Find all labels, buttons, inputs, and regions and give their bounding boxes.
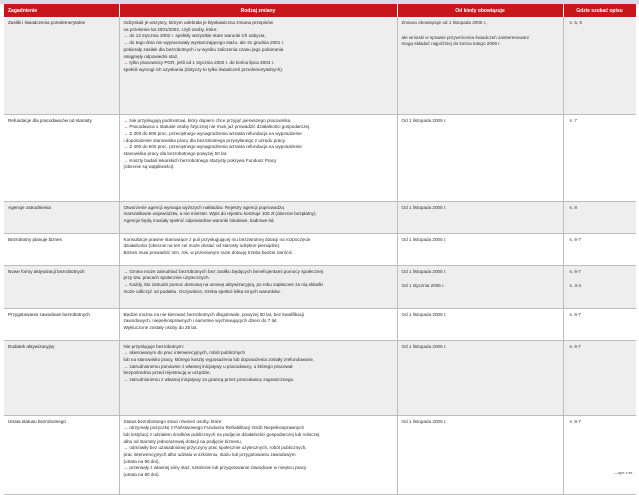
row-effective-date: [397, 415, 563, 494]
change-line: → Pracodawca o statusie osoby fizycznej nie musi już prowadzić działalności gospodarczej.: [124, 124, 393, 131]
effective-date-line: Zmiana obowiązuje od 1 listopada 2005 r.,: [401, 20, 488, 25]
changes-table: [4, 4, 637, 495]
table-row: [4, 415, 636, 494]
row-section: Bezrobotny planuje biznes: [4, 233, 119, 265]
row-change: [119, 308, 397, 340]
change-line: lub na stanowisko pracy, którego koszty wyposażenia lub doposażenia zostały zrefundowane,: [123, 356, 314, 362]
change-line: Status bezrobotnego straci również osoby, które:: [123, 418, 223, 424]
change-line: działalności (obecnie na ten cel może dostać od starosty odrębne pieniądze).: [123, 243, 281, 249]
effective-date-line: Od 1 listopada 2005 r.: [401, 311, 447, 317]
header-effective-date: Od kiedy obowiązuje: [397, 4, 563, 17]
change-line: → Nie przysługują podmiotowi, który dopiero chce przyjąć pierwszego pracownika.: [124, 118, 393, 125]
row-reference: [563, 308, 636, 340]
effective-date-line: Od 1 stycznia 2006 r.: [401, 283, 445, 289]
change-line: przy tzw. pracach społecznie użytecznych.: [123, 275, 210, 281]
reference-line: s. 7: [569, 117, 577, 123]
change-line: stanowiska pracy dla bezrobotnego powyżej 50 lat.: [123, 151, 228, 157]
row-section: Dodatek aktywizacyjny: [4, 340, 119, 415]
row-section: Przygotowanie zawodowe bezrobotnych: [4, 308, 119, 340]
change-line: pobierały zasiłek dla bezrobotnych i w wyniku zaliczenia czasu jego pobierania: [123, 46, 284, 52]
change-line: Będzie można na nie kierować bezrobotnych długotrwale, powyżej 50 lat, bez kwalifikacji: [123, 311, 305, 317]
row-effective-date: [397, 308, 563, 340]
change-line: → przerwały z własnej winy staż, szkolenie lub przygotowanie zawodowe w miejscu pracy: [124, 465, 393, 472]
effective-date-line: ale wnioski w sprawie przywrócenia świadczeń zainteresowani: [401, 34, 529, 40]
effective-date-line: Od 1 listopada 2005 r.: [401, 418, 447, 424]
row-change: [119, 415, 397, 494]
change-line: → Gmina może zatrudniać bezrobotnych bez zasiłku będących beneficjentami pomocy społecznej: [124, 269, 393, 276]
table-row: [4, 265, 636, 308]
table-row: [4, 233, 636, 265]
effective-date-line: mogą składać najpóźniej do końca lutego 2006 r.: [401, 41, 501, 47]
row-effective-date: [397, 340, 563, 415]
row-effective-date: [397, 17, 563, 114]
row-reference: [563, 201, 636, 233]
change-line: → Każdy, kto zatrudni pomoc domową na umowę aktywizacyjną, po roku zapłacone za nią składki: [124, 282, 393, 289]
change-line: → zatrudnionemu z własnej inicjatywy za granicą przez pracodawcę zagranicznego.: [124, 377, 393, 384]
effective-date-line: Od 1 listopada 2005 r.: [401, 204, 447, 210]
change-line: → Z 400 do 500 proc. przeciętnego wynagrodzenia wzrasta refundacja na wyposażenie: [124, 144, 393, 151]
change-line: → Z 300 do 500 proc. przeciętnego wynagrodzenia wzrasta refundacja na wyposażenie: [124, 131, 393, 138]
change-line: (utrata na 90 dni),: [123, 458, 160, 464]
table-row: [4, 308, 636, 340]
header-reference: Gdzie szukać opisu: [563, 4, 636, 17]
row-section: Nowe formy aktywizacji bezrobotnych: [4, 265, 119, 308]
change-line: może odliczyć od podatku. Oczywiście, trzeba spełnić kilka innych warunków.: [123, 288, 281, 294]
change-line: → skierowanym do prac interwencyjnych, robót publicznych: [124, 350, 393, 357]
row-change: [119, 340, 397, 415]
effective-date-line: Od 1 listopada 2005 r.: [401, 117, 447, 123]
reference-line: s. 6-7: [569, 236, 581, 242]
row-change: [119, 233, 397, 265]
row-change: [119, 114, 397, 201]
change-line: Otworzenie agencji wymaga wyższych nakładów. Rejestry agencji poprowadzą: [123, 204, 284, 210]
change-line: (utrata na 90 dni).: [123, 472, 160, 478]
author-credit: —opr. r.m.: [613, 470, 633, 475]
change-line: lub instytucji z udziałem środków publicznych na podjęcie działalności gospodarczej lub rolniczej: [123, 431, 320, 437]
row-change: [119, 201, 397, 233]
change-line: → tylko pracownicy PGR, jeśli od 1 stycznia 2002 r. do końca lipca 2004 r.: [124, 60, 393, 67]
reference-line: s. 6-7: [569, 343, 581, 349]
effective-date-line: Od 1 listopada 2005 r.: [401, 343, 447, 349]
row-section: Agencje zatrudnienia: [4, 201, 119, 233]
change-line: zawodowych, niepełnosprawnych i samotnie wychowujących dzieci do 7 lat.: [123, 318, 278, 324]
reference-line: s. 6-7: [569, 418, 581, 424]
table-row: [4, 17, 636, 114]
change-line: marszałkowie województw, a nie minister. Wpis do rejestru kosztuje 100 zł (obecnie bezpłatny).: [123, 211, 317, 217]
header-section: Zagadnienie: [4, 4, 119, 17]
row-reference: [563, 265, 636, 308]
row-change: [119, 17, 397, 114]
reference-line: s. 5, 6: [569, 20, 583, 25]
change-line: (obecnie są wątpliwości).: [123, 164, 175, 170]
change-line: prac interwencyjnych albo udziału w szkoleniu, stażu lub przygotowaniu zawodowym: [123, 452, 296, 458]
effective-date-line: Od 1 listopada 2005 r.: [401, 236, 447, 242]
change-line: → odmówiły bez uzasadnionej przyczyny prac społecznie użytecznych, robót publicznych,: [124, 445, 393, 452]
change-line: albo od starosty jednorazowej dotacji na podjęcie biznesu,: [123, 438, 242, 444]
row-reference: [563, 17, 636, 114]
change-line: bezpośrednio przed rejestracją w urzędzie,: [123, 370, 211, 376]
change-line: Nie przysługuje bezrobotnym:: [123, 343, 185, 349]
change-line: Konsultacje prawne stanowiące z puli przysługującej mu bezzwrotnej dotacji na rozpoczęcie: [123, 236, 311, 242]
change-line: osiągnęły odpowiedni staż,: [123, 53, 179, 59]
table-header-row: [4, 4, 636, 17]
change-line: → do 12 stycznia 2002 r. spełniły wszystkie stare warunki ich nabycia,: [124, 33, 393, 40]
change-line: Agencje będą musiały spełnić odpowiednie warunki lokalowe, kadrowe itd.: [123, 217, 275, 223]
row-effective-date: [397, 114, 563, 201]
reference-line: s. 6-7: [569, 268, 581, 274]
row-section: Utrata statusu bezrobotnego: [4, 415, 119, 494]
row-effective-date: [397, 265, 563, 308]
row-section: Zasiłki i świadczenia przedemerytalne: [4, 17, 119, 114]
effective-date-line: Od 1 listopada 2005 r.: [401, 268, 447, 274]
table-row: [4, 114, 636, 201]
reference-line: s. 3-4: [569, 283, 581, 289]
row-effective-date: [397, 201, 563, 233]
row-reference: [563, 233, 636, 265]
change-line: Wykluczone zostały osoby do 25 lat.: [123, 324, 198, 330]
change-line: na przełomie lat 2001/2002, czyli osoby, które:: [123, 26, 218, 32]
change-line: → otrzymały pożyczkę z Państwowego Funduszu Rehabilitacji Osób Niepełnosprawnych: [124, 425, 393, 432]
row-effective-date: [397, 233, 563, 265]
change-line: spełnili wymogi ich uzyskania (dotyczy to tylko świadczeń przedemerytalnych).: [123, 66, 284, 72]
row-change: [119, 265, 397, 308]
row-reference: [563, 415, 636, 494]
change-line: i doposażenie stanowiska pracy dla bezrobotnego przysyłanego z urzędu pracy.: [123, 137, 286, 143]
reference-line: s. 6-7: [569, 311, 581, 317]
header-change: Rodzaj zmiany: [119, 4, 397, 17]
row-section: Refundacje dla pracodawców od starosty: [4, 114, 119, 201]
change-line: Odzyskali je wszyscy, którym odebrała je błyskawiczna zmiana przepisów: [123, 20, 274, 25]
change-line: → do tego dnia nie wypracowały wystarczającego stażu, ale 31 grudnia 2001 r.: [124, 40, 393, 47]
table-row: [4, 340, 636, 415]
row-reference: [563, 114, 636, 201]
change-line: Biznes musi prowadzić min. rok, w przeciwnym razie dotację trzeba będzie zwrócić.: [123, 249, 294, 255]
reference-line: s. 8: [569, 204, 577, 210]
table-row: [4, 201, 636, 233]
change-line: → Koszty badań lekarskich bezrobotnego stażysty pokrywa Fundusz Pracy: [124, 158, 393, 165]
row-reference: [563, 340, 636, 415]
change-line: → zatrudnionemu ponownie z własnej inicjatywy u pracodawcy, u którego pracował: [124, 364, 393, 371]
